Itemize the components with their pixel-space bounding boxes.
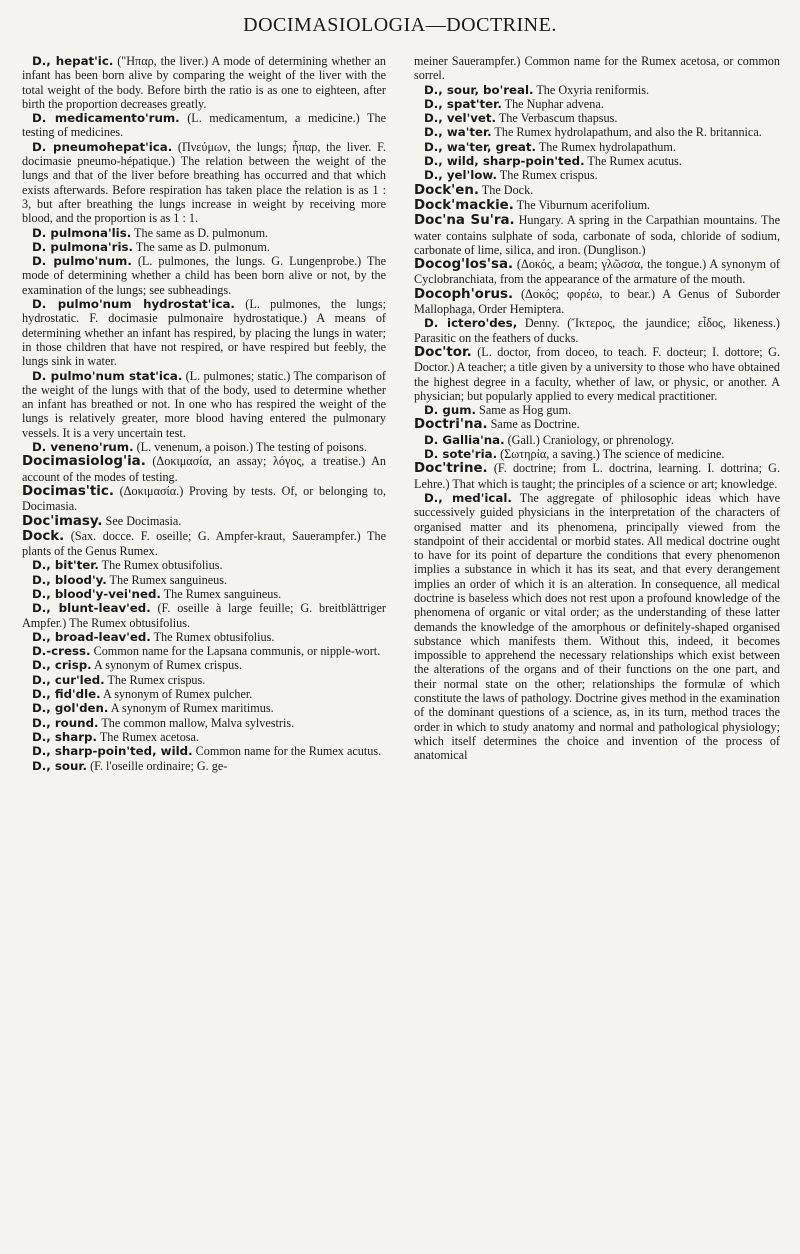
entry-definition: Common name for the Rumex acutus. bbox=[192, 744, 382, 759]
entry-definition: The Oxyria reniformis. bbox=[533, 82, 650, 97]
entry-headword: Doctri'na. bbox=[414, 417, 488, 433]
entry-definition: The Rumex acutus. bbox=[584, 154, 682, 169]
dictionary-entry bbox=[414, 257, 780, 287]
dictionary-entry bbox=[22, 744, 386, 758]
entry-definition: The same as D. pulmonum. bbox=[131, 225, 269, 240]
entry-definition: (Δοκός, a beam; γλῶσσα, the tongue.) A synonym of Cyclobranchiata, from the appearance of the armature of the mouth. bbox=[414, 257, 780, 287]
dictionary-entry bbox=[414, 316, 780, 345]
entry-headword: Doc'imasy. bbox=[22, 513, 103, 529]
dictionary-entry bbox=[22, 454, 386, 484]
dictionary-entry bbox=[414, 183, 780, 198]
entry-headword: D., wa'ter, great. bbox=[424, 139, 536, 154]
entry-headword: Dock'en. bbox=[414, 182, 479, 198]
entry-definition: Hungary. A spring in the Carpathian mountains. The water contains sulphate of soda, carbonate of soda, chloride of sodium, carbonate of lime, silica, and iron. (Dunglison.) bbox=[414, 213, 781, 257]
dictionary-entry bbox=[22, 529, 386, 559]
dictionary-entry bbox=[414, 447, 780, 461]
entry-headword: D., blunt-leav'ed. bbox=[32, 601, 151, 616]
dictionary-entry bbox=[414, 140, 780, 154]
entry-headword: Docog'los'sa. bbox=[414, 257, 514, 273]
entry-headword: D., bit'ter. bbox=[32, 558, 99, 573]
entry-definition: The Verbascum thapsus. bbox=[496, 111, 618, 126]
dictionary-entry bbox=[22, 644, 386, 658]
entry-definition: The same as D. pulmonum. bbox=[133, 239, 270, 254]
entry-headword: Dock. bbox=[22, 528, 65, 544]
entry-headword: D., spat'ter. bbox=[424, 96, 502, 111]
dictionary-entry bbox=[22, 587, 386, 601]
entry-definition: The Rumex crispus. bbox=[104, 672, 206, 687]
entry-definition: The Rumex sanguineus. bbox=[160, 586, 282, 601]
dictionary-entry bbox=[22, 558, 386, 572]
dictionary-entry bbox=[22, 716, 386, 730]
entry-headword: D. pulmo'num. bbox=[32, 254, 132, 269]
dictionary-entry bbox=[22, 601, 386, 630]
entry-definition: A synonym of Rumex crispus. bbox=[91, 658, 242, 673]
entry-definition: (Πνεύμων, the lungs; ἧπαρ, the liver. F. docimasie pneumo-hépatique.) The relation between the weight of the lungs and that of the liver before breathing has occurred and that which exists afterwards. Before respiration has taken place the relation is as 1 : 3, but after breathing the lungs increase in weight by receiving more blood, and the proportion is as 1 : 1. bbox=[22, 139, 386, 226]
left-column bbox=[22, 54, 386, 773]
entry-definition: The Rumex sanguineus. bbox=[106, 572, 227, 587]
entry-headword: Dock'mackie. bbox=[414, 197, 514, 213]
entry-headword: D., wa'ter. bbox=[424, 125, 492, 140]
entry-headword: D. pneumohepat'ica. bbox=[32, 139, 173, 154]
entry-definition: Same as Doctrine. bbox=[487, 417, 580, 432]
entry-definition: (L. pulmones, the lungs. G. Lungenprobe.) The mode of determining whether a child has been born alive or not, by the examination of the lungs; see subheadings. bbox=[22, 254, 386, 297]
entry-definition: The Viburnum acerifolium. bbox=[513, 197, 651, 212]
entry-definition: (L. pulmones; static.) The comparison of the weight of the lungs with that of the body, used to determine whether an infant has breathed or not. In one who has respired the weight of the lungs is relatively greater, more blood having entered the pulmonary vessels. It is a very uncertain test. bbox=[22, 368, 386, 440]
entry-headword: D., gol'den. bbox=[32, 701, 109, 716]
entry-headword: D. veneno'rum. bbox=[32, 440, 134, 455]
entry-headword: Docimasiolog'ia. bbox=[22, 454, 146, 470]
entry-definition: (Gall.) Craniology, or phrenology. bbox=[504, 432, 674, 447]
dictionary-entry bbox=[22, 226, 386, 240]
dictionary-entry bbox=[414, 461, 780, 491]
dictionary-entry bbox=[22, 140, 386, 226]
entry-definition: (L. pulmones, the lungs; hydrostatic. F. docimasie pulmonaire hydrostatique.) A means of determining whether an infant has respired, by placing the lungs in water; in those children that have not respired, or have respired but feebly, the lungs sink in water. bbox=[22, 297, 386, 369]
dictionary-entry bbox=[22, 484, 386, 514]
entry-headword: D. pulmo'num hydrostat'ica. bbox=[32, 297, 235, 312]
dictionary-entry bbox=[414, 54, 780, 83]
entry-headword: D. pulmona'lis. bbox=[32, 225, 132, 240]
entry-headword: D., hepat'ic. bbox=[32, 54, 114, 68]
entry-headword: Doc'trine. bbox=[414, 461, 488, 477]
dictionary-entry bbox=[22, 730, 386, 744]
entry-definition: (Σωτηρία, a saving.) The science of medicine. bbox=[497, 447, 725, 462]
dictionary-entry bbox=[414, 198, 780, 213]
dictionary-entry bbox=[22, 111, 386, 140]
dictionary-entry bbox=[22, 701, 386, 715]
entry-definition: The Rumex hydrolapathum, and also the R. britannica. bbox=[491, 125, 762, 140]
dictionary-entry bbox=[22, 630, 386, 644]
entry-headword: D. sote'ria. bbox=[424, 447, 498, 462]
dictionary-entry bbox=[22, 658, 386, 672]
entry-definition: (F. doctrine; from L. doctrina, learning. I. dottrina; G. Lehre.) That which is taught; the principles of a science or art; knowledge. bbox=[414, 461, 780, 491]
dictionary-entry bbox=[414, 491, 780, 763]
entry-headword: D., broad-leav'ed. bbox=[32, 629, 151, 644]
dictionary-entry bbox=[414, 433, 780, 447]
dictionary-entry bbox=[414, 287, 780, 317]
dictionary-entry bbox=[414, 345, 780, 403]
dictionary-entry bbox=[414, 83, 780, 97]
entry-headword: Doc'na Su'ra. bbox=[414, 213, 515, 229]
entry-headword: D., crisp. bbox=[32, 658, 92, 673]
dictionary-entry bbox=[22, 687, 386, 701]
entry-definition: The Nuphar advena. bbox=[501, 96, 604, 111]
entry-headword: D., vel'vet. bbox=[424, 111, 497, 126]
entry-definition: A synonym of Rumex pulcher. bbox=[100, 687, 253, 702]
entry-definition: Common name for the Lapsana communis, or nipple-wort. bbox=[90, 644, 381, 659]
entry-headword: D., blood'y-vei'ned. bbox=[32, 586, 161, 601]
entry-definition: The Rumex hydrolapathum. bbox=[536, 139, 676, 154]
entry-headword: D., fid'dle. bbox=[32, 687, 101, 702]
entry-headword: Doc'tor. bbox=[414, 344, 472, 360]
dictionary-entry bbox=[414, 213, 780, 257]
entry-headword: D. gum. bbox=[424, 403, 476, 418]
entry-definition: Denny. (Ἴκτερος, the jaundice; εἶδος, likeness.) Parasitic on the feathers of ducks. bbox=[414, 316, 780, 345]
entry-definition: meiner Sauerampfer.) Common name for the Rumex acetosa, or common sorrel. bbox=[414, 54, 780, 83]
entry-headword: D., cur'led. bbox=[32, 672, 105, 687]
entry-definition: (Sax. docce. F. oseille; G. Ampfer-kraut, Sauerampfer.) The plants of the Genus Rumex. bbox=[22, 528, 386, 559]
entry-headword: D. pulmona'ris. bbox=[32, 239, 133, 254]
entry-definition: (Δοκιμασία.) Proving by tests. Of, or belonging to, Docimasia. bbox=[22, 483, 386, 514]
entry-definition: (Δοκός; φορέω, to bear.) A Genus of Suborder Mallophaga, Order Hemiptera. bbox=[414, 286, 780, 317]
entry-headword: D., wild, sharp-poin'ted. bbox=[424, 154, 585, 169]
dictionary-entry bbox=[22, 673, 386, 687]
entry-headword: D., sour. bbox=[32, 758, 88, 773]
entry-definition: ("Ηπαρ, the liver.) A mode of determining whether an infant has been born alive by comparing the weight of the liver with the total weight of the body. Before birth the ratio is as one to eighteen, after birth the proportion decreases greatly. bbox=[22, 54, 386, 111]
entry-headword: D. ictero'des, bbox=[424, 316, 518, 331]
dictionary-entry bbox=[22, 254, 386, 297]
entry-headword: D.-cress. bbox=[32, 644, 91, 659]
dictionary-entry bbox=[414, 403, 780, 417]
dictionary-entry bbox=[22, 54, 386, 111]
right-column bbox=[414, 54, 780, 763]
entry-definition: The Dock. bbox=[478, 182, 534, 197]
running-head: DOCIMASIOLOGIA—DOCTRINE. bbox=[243, 14, 557, 36]
entry-headword: D. Gallia'na. bbox=[424, 432, 505, 447]
entry-definition: The Rumex obtusifolius. bbox=[150, 629, 275, 644]
entry-headword: D. pulmo'num stat'ica. bbox=[32, 368, 183, 383]
entry-headword: Docoph'orus. bbox=[414, 286, 514, 302]
dictionary-entry bbox=[22, 573, 386, 587]
entry-definition: The Rumex crispus. bbox=[496, 168, 598, 183]
entry-headword: D., sour, bo'real. bbox=[424, 82, 534, 97]
entry-definition: See Docimasia. bbox=[102, 513, 182, 528]
entry-headword: D. medicamento'rum. bbox=[32, 111, 180, 126]
entry-headword: D., yel'low. bbox=[424, 168, 497, 183]
dictionary-entry bbox=[414, 125, 780, 139]
entry-definition: (F. l'oseille ordinaire; G. ge- bbox=[87, 758, 228, 773]
entry-definition: A synonym of Rumex maritimus. bbox=[108, 701, 274, 716]
entry-definition: The aggregate of philosophic ideas which have successively guided physicians in the interpretation of the characters of organised matter and its phenomena, principally viewed from the standpoint of their accidental or morbid states. All medical doctrine ought to have for its point of departure the conditions that every phenomenon implies a substance in which it has its seat, and that every derangement implies an order of which it is an alteration. In consequence, all medical doctrine is baseless which does not rest upon a profound knowledge of the phenomena of organic or vital order; as the understanding of these latter demands the knowledge of the amorphous or definitely-shaped organised substance which manifests them. Without this, indeed, it becomes impossible to apprehend the necessary relationships which exist between the alterations of the organs and of their functions on the one part, and their normal state on the other; relationships the formulæ of which constitute the laws of pathology. Doctrine gives method in the examination of the dominant questions of a science, as, in its turn, method traces the order in which to study anatomy and normal and pathological physiology; which itself determines the choice and invention of the process of anatomical bbox=[414, 490, 780, 763]
entry-headword: D., sharp-poin'ted, wild. bbox=[32, 744, 193, 759]
dictionary-entry bbox=[22, 240, 386, 254]
entry-headword: D., med'ical. bbox=[424, 490, 512, 505]
entry-definition: The Rumex acetosa. bbox=[97, 729, 199, 744]
entry-definition: (Δοκιμασία, an assay; λόγος, a treatise.) An account of the modes of testing. bbox=[22, 454, 386, 484]
entry-headword: Docimas'tic. bbox=[22, 483, 114, 499]
entry-definition: (F. oseille à large feuille; G. breitblättriger Ampfer.) The Rumex obtusifolius. bbox=[22, 601, 386, 630]
entry-definition: Same as Hog gum. bbox=[476, 403, 572, 418]
entry-definition: The common mallow, Malva sylvestris. bbox=[98, 715, 295, 730]
dictionary-entry bbox=[414, 168, 780, 182]
entry-definition: (L. medicamentum, a medicine.) The testing of medicines. bbox=[22, 111, 387, 140]
dictionary-entry bbox=[22, 440, 386, 454]
entry-definition: The Rumex obtusifolius. bbox=[98, 558, 223, 573]
entry-headword: D., round. bbox=[32, 715, 99, 730]
dictionary-entry bbox=[22, 297, 386, 368]
dictionary-entry bbox=[22, 514, 386, 529]
entry-headword: D., sharp. bbox=[32, 729, 97, 744]
dictionary-entry bbox=[414, 154, 780, 168]
entry-definition: (L. doctor, from doceo, to teach. F. docteur; I. dottore; G. Doctor.) A teacher; a title given by a university to those who have obtained the highest degree in a faculty, whether of law, or physic, or another. A physician; but popularly applied to every medical practitioner. bbox=[414, 344, 780, 403]
entry-definition: (L. venenum, a poison.) The testing of poisons. bbox=[133, 440, 367, 455]
dictionary-entry bbox=[22, 759, 386, 773]
dictionary-entry bbox=[414, 111, 780, 125]
entry-headword: D., blood'y. bbox=[32, 572, 107, 587]
dictionary-entry bbox=[414, 97, 780, 111]
dictionary-entry bbox=[22, 369, 386, 440]
dictionary-entry bbox=[414, 417, 780, 432]
